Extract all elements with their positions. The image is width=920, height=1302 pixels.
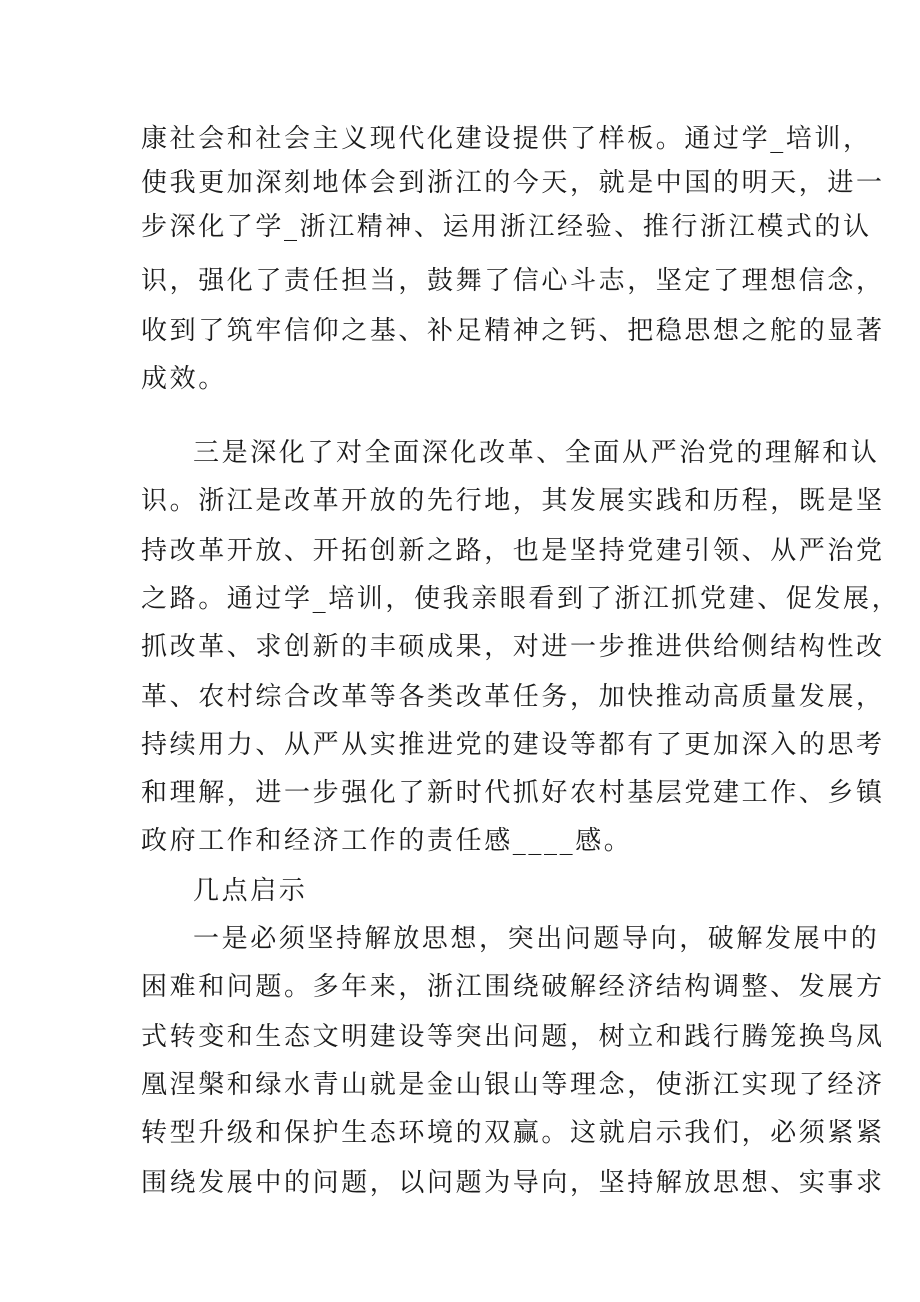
section-heading: 几点启示: [193, 876, 308, 906]
paragraph-3-line-1: 一是必须坚持解放思想，突出问题导向，破解发展中的: [193, 924, 880, 954]
paragraph-3-line-2: 困难和问题。多年来，浙江围绕破解经济结构调整、发展方: [141, 972, 885, 1002]
paragraph-3-line-4: 凰涅槃和绿水青山就是金山银山等理念，使浙江实现了经济: [141, 1070, 885, 1100]
paragraph-1-line-3: 步深化了学_浙江精神、运用浙江经验、推行浙江模式的认: [141, 212, 872, 242]
paragraph-2-line-1: 三是深化了对全面深化改革、全面从严治党的理解和认: [193, 438, 880, 468]
paragraph-1-line-2: 使我更加深刻地体会到浙江的今天，就是中国的明天，进一: [141, 168, 885, 198]
paragraph-2-line-9: 政府工作和经济工作的责任感____感。: [141, 826, 633, 856]
paragraph-3-line-3: 式转变和生态文明建设等突出问题，树立和践行腾笼换鸟凤: [141, 1022, 885, 1052]
paragraph-2-line-7: 持续用力、从严从实推进党的建设等都有了更加深入的思考: [141, 730, 885, 760]
paragraph-1-line-4: 识，强化了责任担当，鼓舞了信心斗志，坚定了理想信念，: [141, 266, 885, 296]
paragraph-2-line-4: 之路。通过学_培训，使我亲眼看到了浙江抓党建、促发展，: [141, 584, 901, 614]
paragraph-1-line-1: 康社会和社会主义现代化建设提供了样板。通过学_培训，: [141, 124, 872, 154]
paragraph-1-line-6: 成效。: [141, 364, 227, 394]
paragraph-2-line-6: 革、农村综合改革等各类改革任务，加快推动高质量发展，: [141, 682, 885, 712]
paragraph-1-line-5: 收到了筑牢信仰之基、补足精神之钙、把稳思想之舵的显著: [141, 316, 885, 346]
paragraph-2-line-5: 抓改革、求创新的丰硕成果，对进一步推进供给侧结构性改: [141, 632, 885, 662]
paragraph-2-line-2: 识。浙江是改革开放的先行地，其发展实践和历程，既是坚: [141, 486, 885, 516]
paragraph-3-line-5: 转型升级和保护生态环境的双赢。这就启示我们，必须紧紧: [141, 1118, 885, 1148]
paragraph-2-line-8: 和理解，进一步强化了新时代抓好农村基层党建工作、乡镇: [141, 778, 885, 808]
paragraph-2-line-3: 持改革开放、开拓创新之路，也是坚持党建引领、从严治党: [141, 536, 885, 566]
paragraph-3-line-6: 围绕发展中的问题，以问题为导向，坚持解放思想、实事求: [141, 1168, 885, 1198]
